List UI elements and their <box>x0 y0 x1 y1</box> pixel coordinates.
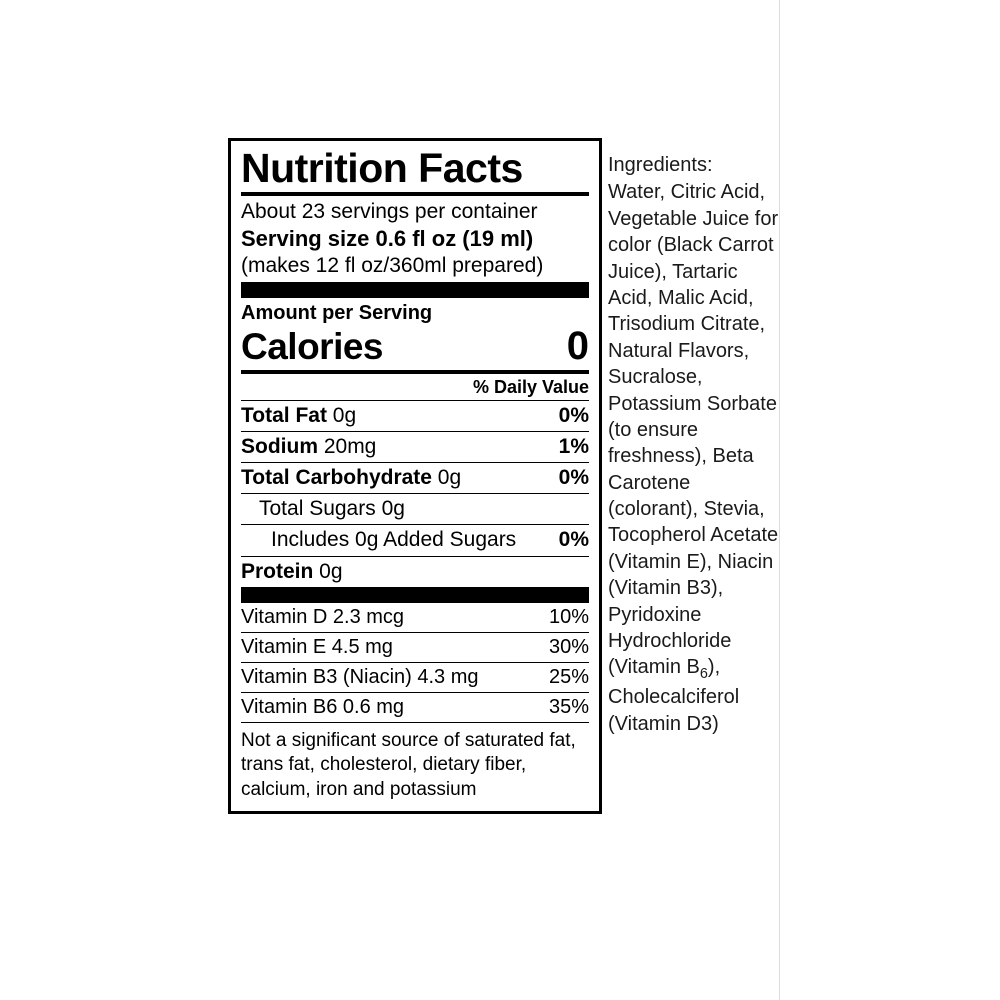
divider-thick-above-calories <box>241 282 589 298</box>
nutrient-daily-value: 0% <box>558 403 589 427</box>
vitamin-row <box>241 693 589 722</box>
vitamin-name: Vitamin B6 0.6 mg <box>241 695 405 718</box>
ingredients-title: Ingredients: <box>608 154 713 176</box>
nutrient-name: Includes 0g Added Sugars <box>271 528 517 552</box>
calories-value: 0 <box>566 323 589 368</box>
vitamin-name: Vitamin E 4.5 mg <box>241 635 393 658</box>
vitamin-name: Vitamin D 2.3 mcg <box>241 605 405 628</box>
nutrient-row <box>241 494 589 524</box>
nutrient-name: Protein 0g <box>241 559 343 583</box>
nutrient-row <box>241 432 589 462</box>
nutrient-row <box>241 557 589 587</box>
footnote: Not a significant source of saturated fat, trans fat, cholesterol, dietary fiber, calcium, iron and potassium <box>241 729 576 801</box>
vitamin-daily-value: 25% <box>548 665 589 688</box>
ingredients-block <box>608 152 780 737</box>
nutrient-row <box>241 463 589 493</box>
nutrition-facts-panel <box>228 138 602 814</box>
nutrient-name: Total Fat 0g <box>241 403 357 427</box>
serving-size: Serving size 0.6 fl oz (19 ml) <box>241 226 534 252</box>
nutrient-daily-value: 0% <box>558 528 589 552</box>
vitamin-daily-value: 30% <box>548 635 589 658</box>
nutrient-rows <box>241 401 589 587</box>
nutrient-name: Sodium 20mg <box>241 434 377 458</box>
calories-row <box>241 325 589 370</box>
nutrient-daily-value: 0% <box>558 466 589 490</box>
nutrient-daily-value: 1% <box>558 434 589 458</box>
prepared-note: (makes 12 fl oz/360ml prepared) <box>241 253 544 277</box>
vitamin-row <box>241 603 589 632</box>
vitamin-daily-value: 35% <box>548 695 589 718</box>
ingredients-text: Water, Citric Acid, Vegetable Juice for color (Black Carrot Juice), Tartaric Acid, Malic Acid, Trisodium Citrate, Natural Flavors, Sucralose, Potassium Sorbate (to ensure freshness), Beta Carotene (colorant), Stevia, Tocopherol Acetate (Vitamin E), Niacin (Vitamin B3), Pyridoxine Hydrochloride (Vitamin $B_6$), Cholecalciferol (Vitamin D3) <box>608 181 779 735</box>
vitamin-rows <box>241 603 589 723</box>
nutrient-row <box>241 401 589 431</box>
vitamin-daily-value: 10% <box>548 605 589 628</box>
daily-value-header: % Daily Value <box>472 376 589 397</box>
nutrition-facts-title: Nutrition Facts <box>241 145 523 191</box>
divider-thick-above-vitamins <box>241 587 589 603</box>
nutrient-name: Total Sugars 0g <box>259 497 405 521</box>
nutrient-name: Total Carbohydrate 0g <box>241 466 462 490</box>
vitamin-row <box>241 663 589 692</box>
servings-per-container: About 23 servings per container <box>241 200 538 224</box>
amount-per-serving-label: Amount per Serving <box>241 301 433 324</box>
vitamin-row <box>241 633 589 662</box>
calories-label: Calories <box>241 325 384 367</box>
vitamin-name: Vitamin B3 (Niacin) 4.3 mg <box>241 665 479 688</box>
nutrient-row <box>241 525 589 555</box>
